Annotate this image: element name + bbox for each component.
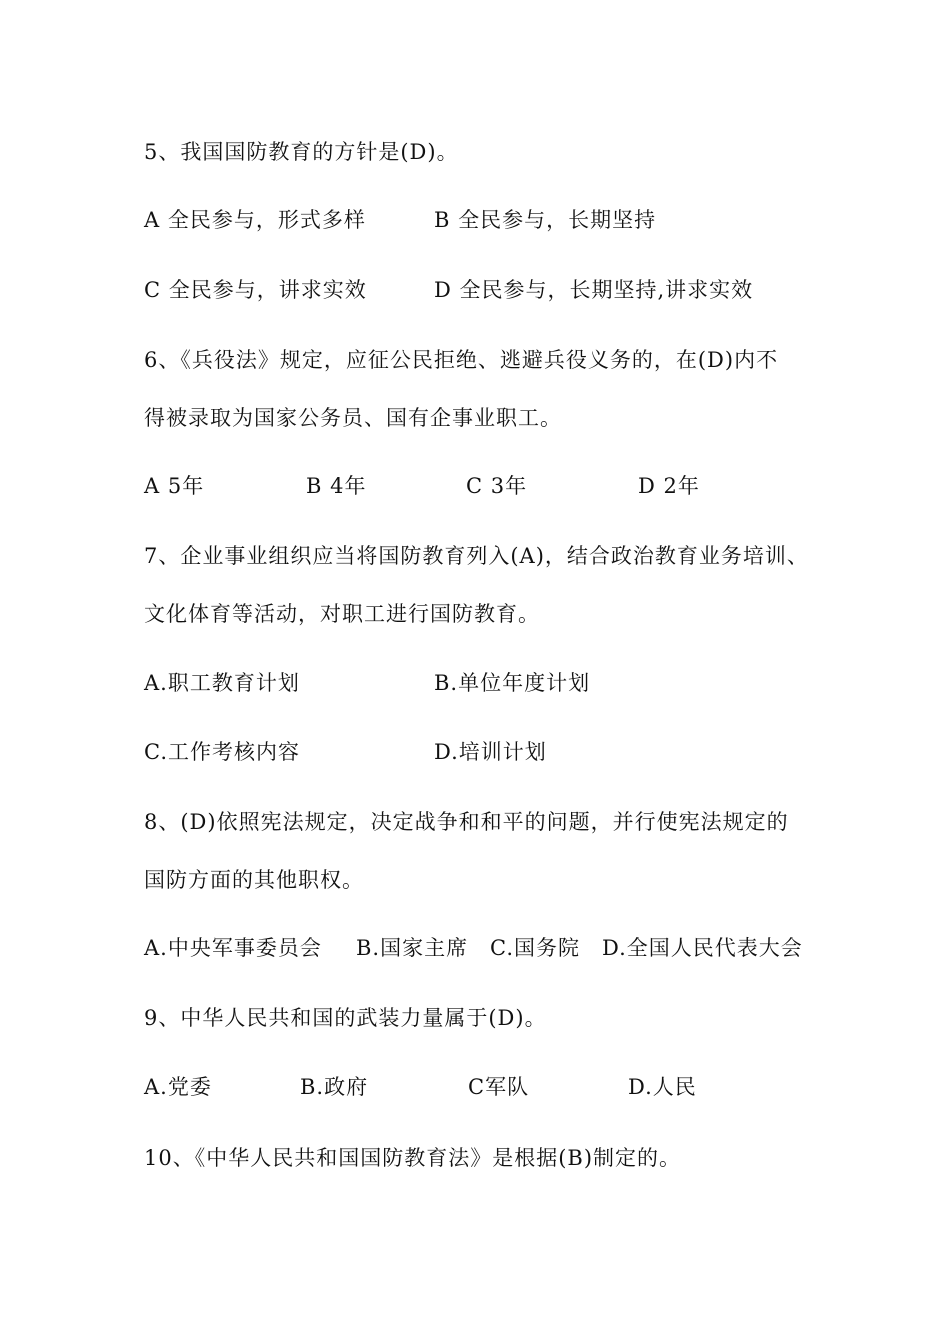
question-6-option-b: B 4年 (306, 474, 367, 498)
question-6-option-a: A 5年 (144, 474, 205, 498)
question-8-option-d: D.全国人民代表大会 (602, 936, 803, 960)
question-7-option-a: A.职工教育计划 (144, 671, 300, 695)
question-8-stem-line-1: 8、(D)依照宪法规定，决定战争和和平的问题，并行使宪法规定的 (144, 810, 789, 834)
question-8-option-b: B.国家主席 (356, 936, 469, 960)
question-8-option-a: A.中央军事委员会 (144, 936, 322, 960)
question-5-option-a: A 全民参与，形式多样 (144, 208, 366, 232)
question-10-stem: 10、《中华人民共和国国防教育法》是根据(B)制定的。 (144, 1146, 682, 1170)
question-7-stem-line-1: 7、企业事业组织应当将国防教育列入(A)，结合政治教育业务培训、 (144, 544, 809, 568)
question-7-option-c: C.工作考核内容 (144, 740, 300, 764)
question-9-stem: 9、中华人民共和国的武装力量属于(D)。 (144, 1006, 547, 1030)
question-5-option-b: B 全民参与，长期坚持 (434, 208, 657, 232)
question-7-option-d: D.培训计划 (434, 740, 547, 764)
question-5-option-c: C 全民参与，讲求实效 (144, 278, 367, 302)
question-8-stem-line-2: 国防方面的其他职权。 (144, 868, 364, 892)
question-8-option-c: C.国务院 (490, 936, 580, 960)
question-7-option-b: B.单位年度计划 (434, 671, 591, 695)
question-6-stem-line-1: 6、《兵役法》规定，应征公民拒绝、逃避兵役义务的，在(D)内不 (144, 348, 779, 372)
question-6-stem-line-2: 得被录取为国家公务员、国有企事业职工。 (144, 406, 562, 430)
question-6-option-c: C 3年 (466, 474, 528, 498)
question-9-option-b: B.政府 (300, 1075, 369, 1099)
question-9-option-d: D.人民 (628, 1075, 697, 1099)
question-7-stem-line-2: 文化体育等活动，对职工进行国防教育。 (144, 602, 540, 626)
question-5-option-d: D 全民参与，长期坚持,讲求实效 (434, 278, 754, 302)
question-9-option-c: C军队 (468, 1075, 530, 1099)
question-9-option-a: A.党委 (144, 1075, 212, 1099)
question-6-option-d: D 2年 (638, 474, 700, 498)
question-5-stem: 5、我国国防教育的方针是(D)。 (144, 140, 459, 164)
